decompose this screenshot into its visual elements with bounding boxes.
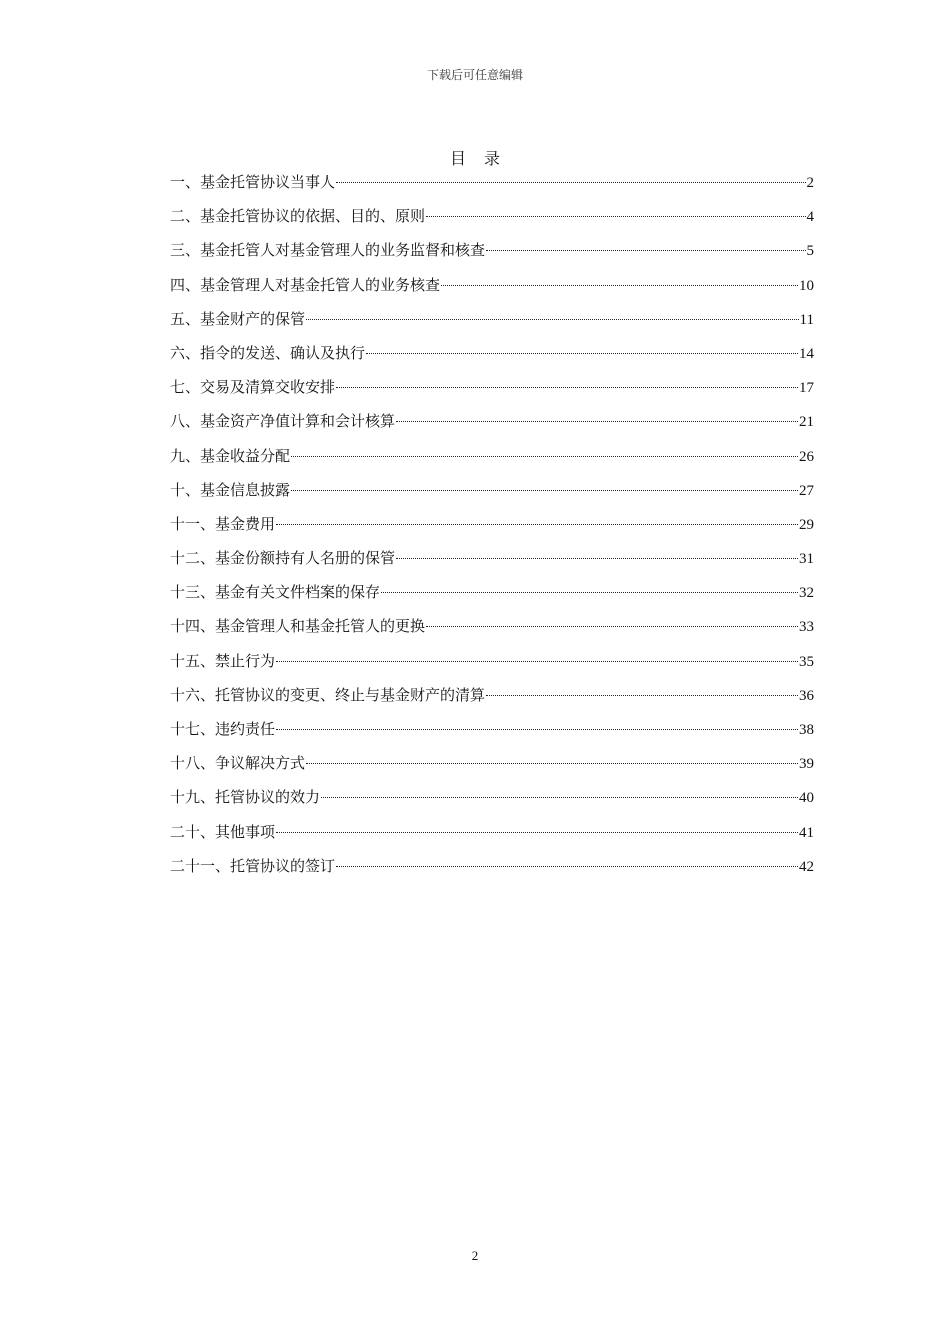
toc-entry-page: 29 <box>799 516 814 533</box>
toc-entry-page: 5 <box>806 243 814 260</box>
toc-entry-page: 27 <box>799 482 814 499</box>
toc-entry-page: 33 <box>799 619 814 636</box>
toc-leader-dots <box>396 421 798 422</box>
toc-leader-dots <box>276 661 798 662</box>
toc-leader-dots <box>276 832 798 833</box>
toc-entry-page: 39 <box>799 756 814 773</box>
toc-entry-page: 36 <box>799 687 814 704</box>
toc-entry-page: 4 <box>806 209 814 226</box>
toc-entry-label: 一、基金托管协议当事人 <box>170 173 336 191</box>
toc-entry-label: 十六、托管协议的变更、终止与基金财产的清算 <box>170 685 486 704</box>
toc-leader-dots <box>336 182 805 183</box>
toc-entry-label: 四、基金管理人对基金托管人的业务核查 <box>170 275 441 294</box>
toc-entry[interactable] <box>170 854 814 888</box>
toc-entry[interactable] <box>170 546 814 580</box>
toc-entry-label: 十一、基金费用 <box>170 514 276 533</box>
toc-entry[interactable] <box>170 649 814 683</box>
toc-entry-label: 十四、基金管理人和基金托管人的更换 <box>170 617 426 636</box>
toc-entry[interactable] <box>170 478 814 512</box>
toc-entry-page: 35 <box>799 653 814 670</box>
toc-entry-page: 41 <box>799 824 814 841</box>
table-of-contents <box>170 170 814 888</box>
toc-entry-label: 十五、禁止行为 <box>170 651 276 670</box>
toc-entry[interactable] <box>170 512 814 546</box>
toc-leader-dots <box>276 524 798 525</box>
toc-entry[interactable] <box>170 683 814 717</box>
toc-leader-dots <box>306 319 799 320</box>
toc-entry[interactable] <box>170 341 814 375</box>
toc-entry[interactable] <box>170 409 814 443</box>
toc-entry[interactable] <box>170 307 814 341</box>
toc-leader-dots <box>426 626 798 627</box>
toc-leader-dots <box>396 558 798 559</box>
toc-entry-page: 10 <box>799 277 814 294</box>
toc-entry-label: 八、基金资产净值计算和会计核算 <box>170 412 396 431</box>
toc-entry-label: 十、基金信息披露 <box>170 480 291 499</box>
toc-entry-page: 17 <box>799 380 814 397</box>
toc-leader-dots <box>336 866 798 867</box>
toc-entry-page: 40 <box>799 790 814 807</box>
toc-entry-label: 二、基金托管协议的依据、目的、原则 <box>170 207 426 226</box>
toc-entry-label: 十八、争议解决方式 <box>170 754 306 773</box>
toc-entry-page: 31 <box>799 551 814 568</box>
toc-entry-page: 14 <box>799 345 814 362</box>
toc-entry-label: 七、交易及清算交收安排 <box>170 378 336 397</box>
toc-entry-page: 2 <box>806 175 814 191</box>
toc-leader-dots <box>336 387 798 388</box>
toc-entry[interactable] <box>170 273 814 307</box>
toc-leader-dots <box>426 216 805 217</box>
page-number: 2 <box>471 1248 479 1263</box>
toc-entry-page: 11 <box>799 311 814 328</box>
toc-entry-label: 九、基金收益分配 <box>170 446 291 465</box>
toc-entry[interactable] <box>170 170 814 204</box>
toc-entry-label: 五、基金财产的保管 <box>170 309 306 328</box>
toc-entry-label: 六、指令的发送、确认及执行 <box>170 343 366 362</box>
toc-title: 目录 <box>449 149 518 168</box>
toc-entry-page: 42 <box>799 858 814 875</box>
toc-entry-label: 二十一、托管协议的签订 <box>170 856 336 875</box>
toc-entry-label: 十九、托管协议的效力 <box>170 788 321 807</box>
toc-entry[interactable] <box>170 717 814 751</box>
toc-entry-label: 三、基金托管人对基金管理人的业务监督和核查 <box>170 241 486 260</box>
toc-entry-label: 十二、基金份额持有人名册的保管 <box>170 549 396 568</box>
toc-entry-label: 十七、违约责任 <box>170 720 276 738</box>
toc-entry-label: 二十、其他事项 <box>170 822 276 841</box>
toc-entry-page: 26 <box>799 448 814 465</box>
toc-entry[interactable] <box>170 204 814 238</box>
toc-entry-page: 21 <box>799 414 814 431</box>
toc-entry[interactable] <box>170 614 814 648</box>
toc-entry[interactable] <box>170 375 814 409</box>
toc-leader-dots <box>276 729 798 730</box>
toc-leader-dots <box>291 456 798 457</box>
header-note: 下载后可任意编辑 <box>426 68 523 82</box>
toc-entry[interactable] <box>170 238 814 272</box>
toc-entry-label: 十三、基金有关文件档案的保存 <box>170 583 381 602</box>
toc-entry-page: 38 <box>799 722 814 738</box>
toc-leader-dots <box>306 763 798 764</box>
toc-entry[interactable] <box>170 751 814 785</box>
toc-leader-dots <box>486 250 805 251</box>
toc-leader-dots <box>321 797 798 798</box>
toc-leader-dots <box>366 353 798 354</box>
toc-entry-page: 32 <box>799 585 814 602</box>
toc-leader-dots <box>486 695 798 696</box>
toc-entry[interactable] <box>170 820 814 854</box>
toc-leader-dots <box>381 592 798 593</box>
toc-entry[interactable] <box>170 785 814 819</box>
toc-leader-dots <box>441 285 798 286</box>
toc-leader-dots <box>291 490 798 491</box>
toc-entry[interactable] <box>170 580 814 614</box>
toc-entry[interactable] <box>170 444 814 478</box>
